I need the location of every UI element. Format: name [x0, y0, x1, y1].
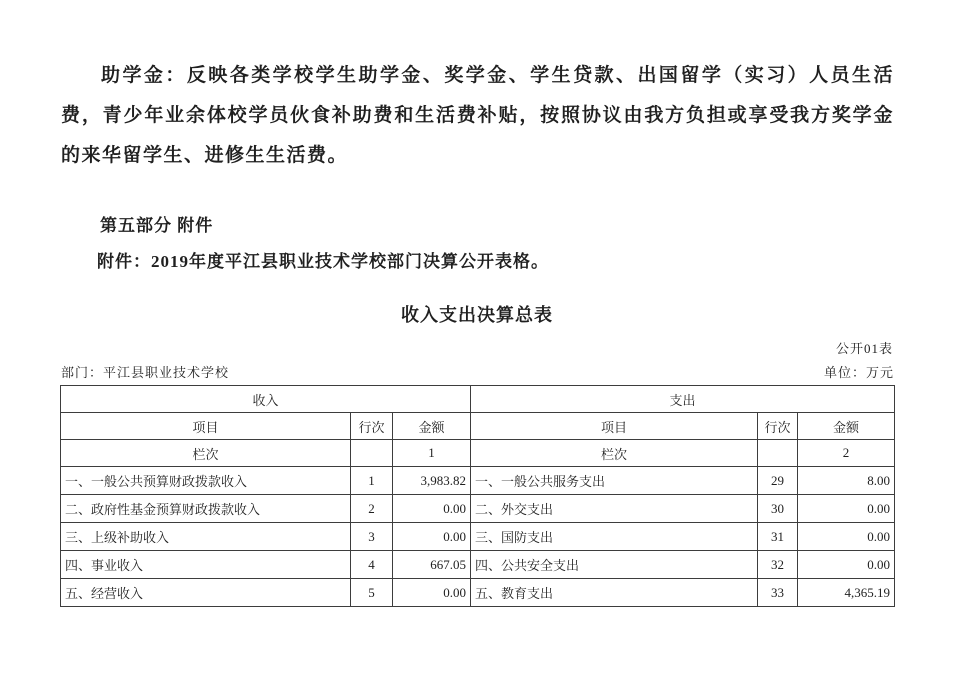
- expense-item-cell: 二、外交支出: [471, 495, 758, 523]
- income-item-cell: 二、政府性基金预算财政拨款收入: [61, 495, 351, 523]
- section-heading: 第五部分 附件: [100, 216, 214, 235]
- income-column-index-label: 栏次: [61, 440, 351, 467]
- table-row: [61, 467, 895, 495]
- attachment-line: 附件：2019年度平江县职业技术学校部门决算公开表格。: [97, 252, 549, 271]
- income-item-cell: 四、事业收入: [61, 551, 351, 579]
- income-column-index-empty: [351, 440, 393, 467]
- expense-column-index-empty: [758, 440, 798, 467]
- table-meta-row: [61, 362, 894, 381]
- expense-rowno-cell: 32: [758, 551, 798, 579]
- expense-section-header: 支出: [471, 386, 895, 413]
- expense-amount-column-header: 金额: [798, 413, 895, 440]
- expense-rowno-cell: 30: [758, 495, 798, 523]
- income-rowno-cell: 1: [351, 467, 393, 495]
- expense-rowno-column-header: 行次: [758, 413, 798, 440]
- table-section-header-row: [61, 386, 895, 413]
- income-amount-cell: 667.05: [393, 551, 471, 579]
- expense-item-cell: 五、教育支出: [471, 579, 758, 607]
- income-amount-cell: 0.00: [393, 495, 471, 523]
- income-item-cell: 三、上级补助收入: [61, 523, 351, 551]
- expense-item-cell: 一、一般公共服务支出: [471, 467, 758, 495]
- table-column-index-row: [61, 440, 895, 467]
- expense-amount-cell: 4,365.19: [798, 579, 895, 607]
- scholarship-paragraph: 助学金：反映各类学校学生助学金、奖学金、学生贷款、出国留学（实习）人员生活费，青少年业余体校学员伙食补助费和生活费补贴，按照协议由我方负担或享受我方奖学金的来华留学生、进修生生活费。: [61, 65, 894, 166]
- expense-amount-cell: 0.00: [798, 523, 895, 551]
- income-item-column-header: 项目: [61, 413, 351, 440]
- income-rowno-cell: 4: [351, 551, 393, 579]
- expense-amount-cell: 0.00: [798, 551, 895, 579]
- expense-column-index: 2: [798, 440, 895, 467]
- income-amount-cell: 0.00: [393, 523, 471, 551]
- income-rowno-cell: 2: [351, 495, 393, 523]
- expense-amount-cell: 8.00: [798, 467, 895, 495]
- expense-rowno-cell: 33: [758, 579, 798, 607]
- income-item-cell: 一、一般公共预算财政拨款收入: [61, 467, 351, 495]
- table-row: [61, 495, 895, 523]
- income-rowno-cell: 3: [351, 523, 393, 551]
- income-amount-cell: 3,983.82: [393, 467, 471, 495]
- table-title: 收入支出决算总表: [401, 305, 553, 325]
- income-item-cell: 五、经营收入: [61, 579, 351, 607]
- income-column-index: 1: [393, 440, 471, 467]
- expense-item-column-header: 项目: [471, 413, 758, 440]
- income-rowno-cell: 5: [351, 579, 393, 607]
- expense-item-cell: 三、国防支出: [471, 523, 758, 551]
- income-expense-table: [60, 385, 895, 607]
- table-row: [61, 523, 895, 551]
- table-row: [61, 551, 895, 579]
- income-amount-column-header: 金额: [393, 413, 471, 440]
- unit-label: 单位：万元: [823, 365, 894, 380]
- table-number: 公开01表: [835, 341, 893, 356]
- table-column-header-row: [61, 413, 895, 440]
- table-row: [61, 579, 895, 607]
- department-label: 部门：平江县职业技术学校: [61, 365, 230, 380]
- expense-amount-cell: 0.00: [798, 495, 895, 523]
- income-rowno-column-header: 行次: [351, 413, 393, 440]
- expense-item-cell: 四、公共安全支出: [471, 551, 758, 579]
- income-amount-cell: 0.00: [393, 579, 471, 607]
- expense-rowno-cell: 31: [758, 523, 798, 551]
- expense-column-index-label: 栏次: [471, 440, 758, 467]
- income-section-header: 收入: [61, 386, 471, 413]
- expense-rowno-cell: 29: [758, 467, 798, 495]
